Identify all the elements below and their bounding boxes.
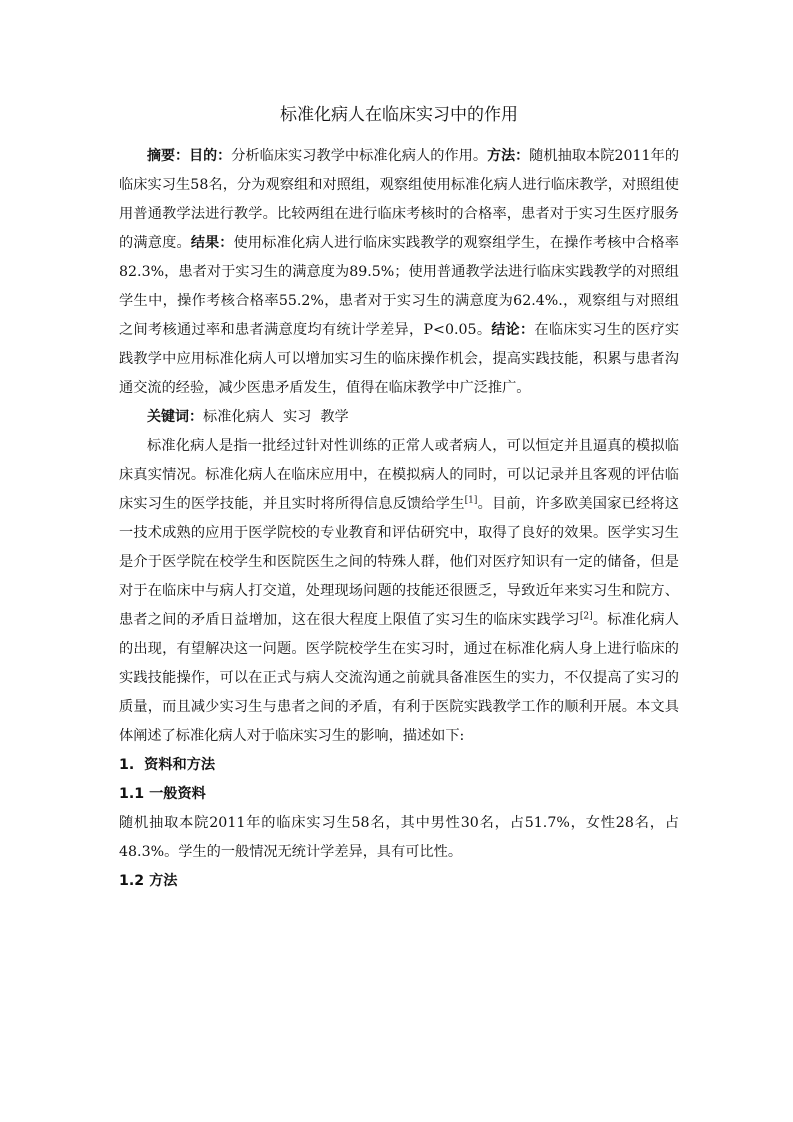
intro-text-3: 。标准化病人的出现，有望解决这一问题。医学院校学生在实习时，通过在标准化病人身上进行临床的实践技能操作，可以在正式与病人交流沟通之前就具备准医生的实力，不仅提高了实习的质量，而且减少实习生与患者之间的矛盾，有利于医院实践教学工作的顺利开展。本文具体阐述了标准化病人对于临床实习生的影响，描述如下: [119, 612, 679, 744]
intro-paragraph [119, 432, 679, 751]
intro-text-1: 标准化病人是指一批经过针对性训练的正常人或者病人，可以恒定并且逼真的模拟临床真实情况。标准化病人在临床应用中，在模拟病人的同时，可以记录并且客观的评估临床实习生的医学技能，并且实时将所得信息反馈给学生 [119, 438, 679, 512]
section-1-1-text: 随机抽取本院2011年的临床实习生58名，其中男性30名，占51.7%，女性28名，占 48.3%。学生的一般情况无统计学差异，具有可比性。 [119, 815, 679, 860]
document-page [119, 100, 679, 896]
reference-2: [2] [579, 611, 593, 622]
result-text: 使用标准化病人进行临床实践教学的观察组学生，在操作考核中合格率 82.3%，患者对于实习生的满意度为89.5%；使用普通教学法进行临床实践教学的对照组学生中，操作考核合格率55.2%，患者对于实习生的满意度为62.4%.，观察组与对照组之间考核通过率和患者满意度均有统计学差异，P<0.05。 [119, 235, 679, 338]
keywords-label: 关键词： [147, 409, 203, 425]
keywords-text: 标准化病人 实习 教学 [203, 409, 349, 425]
document-title: 标准化病人在临床实习中的作用 [280, 105, 518, 125]
intro-text-2: 。目前，许多欧美国家已经将这一技术成熟的应用于医学院校的专业教育和评估研究中，取得了良好的效果。医学实习生是介于医学院在校学生和医院医生之间的特殊人群，他们对医疗知识有一定的储备，但是对于在临床中与病人打交道，处理现场问题的技能还很匮乏，导致近年来实习生和院方、患者之间的矛盾日益增加，这在很大程度上限值了实习生的临床实践学习 [119, 496, 679, 628]
conclusion-label: 结论： [491, 322, 535, 338]
conclusion-text: 在临床实习生的医疗实践教学中应用标准化病人可以增加实习生的临床操作机会，提高实践技能，积累与患者沟通交流的经验，减少医患矛盾发生，值得在临床教学中广泛推广。 [119, 322, 680, 396]
abstract-label: 摘要： [147, 148, 190, 164]
method-label: 方法： [487, 148, 530, 164]
section-1-heading: 1. 资料和方法 [119, 757, 216, 773]
purpose-label: 目的： [189, 148, 232, 164]
keywords-paragraph [119, 403, 679, 432]
abstract-paragraph [119, 142, 679, 403]
method-text: 随机抽取本院2011年的临床实习生58名，分为观察组和对照组，观察组使用标准化病人进行临床教学，对照组使用普通教学法进行教学。比较两组在进行临床考核时的合格率，患者对于实习生医疗服务的满意度。 [119, 148, 680, 251]
section-1-1-heading: 1.1 一般资料 [119, 786, 206, 802]
purpose-text: 分析临床实习教学中标准化病人的作用。 [231, 148, 488, 164]
reference-1: [1] [464, 495, 478, 506]
section-1-2-heading: 1.2 方法 [119, 873, 178, 889]
result-label: 结果： [190, 235, 234, 251]
